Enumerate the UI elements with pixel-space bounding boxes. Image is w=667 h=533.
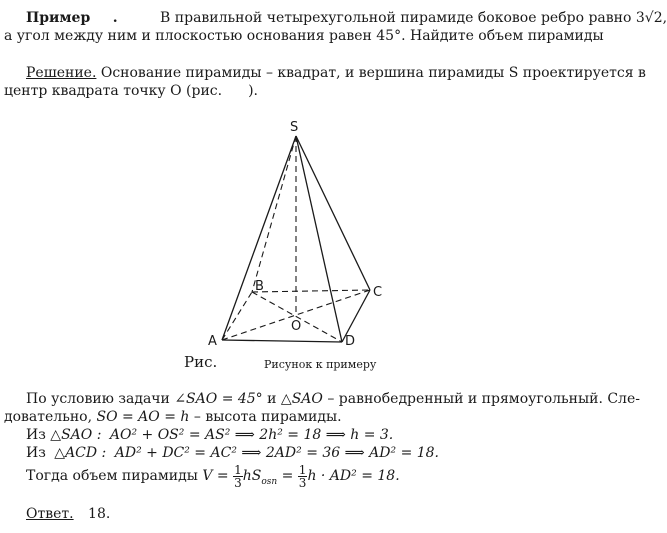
edge-SA: [222, 136, 296, 340]
body-line-1: По условию задачи ∠SAO = 45° и △SAO – равнобедренный и прямоугольный. Сле-: [26, 391, 640, 407]
answer-label: Ответ.: [26, 506, 74, 522]
body-line-5: Тогда объем пирамиды V = $\frac{1}{3}$ $hS_{osn}$ = $\frac{1}{3}$ h · AD² = 18.: [26, 462, 400, 490]
example-dot: .: [112, 10, 118, 26]
equation-AD: AD² + DC² = AC² ⟹ 2AD² = 36 ⟹ AD² = 18.: [114, 445, 440, 461]
point-label-B: B: [255, 279, 264, 294]
point-label-S: S: [290, 120, 299, 135]
body-line-4: Из △ACD : AD² + DC² = AC² ⟹ 2AD² = 36 ⟹ AD² = 18.: [26, 445, 440, 461]
point-label-O: O: [291, 319, 302, 334]
edge-BC: [252, 290, 370, 292]
fraction-one-third-2: $\frac{1}{3}$: [298, 462, 307, 490]
solution-label: Решение.: [26, 65, 97, 81]
edge-SD: [296, 136, 342, 342]
diagonal-BD: [252, 292, 342, 342]
figure-label: Рис.: [184, 353, 218, 371]
example-label: Пример: [26, 10, 91, 26]
body-line-2: довательно, SO = AO = h – высота пирамиды.: [4, 409, 342, 425]
solution-text-2: центр квадрата точку O (рис.: [4, 83, 223, 99]
triangle-SAO: △SAO: [280, 391, 323, 407]
point-label-A: A: [208, 334, 217, 349]
answer-value: 18.: [88, 506, 111, 522]
equation-h: AO² + OS² = AS² ⟹ 2h² = 18 ⟹ h = 3.: [109, 427, 394, 443]
fraction-one-third: $\frac{1}{3}$: [234, 462, 242, 490]
body-line-3: Из △SAO : AO² + OS² = AS² ⟹ 2h² = 18 ⟹ h = 3.: [26, 427, 394, 443]
solution-text-2-end: ).: [248, 83, 258, 99]
edge-AD: [222, 340, 342, 342]
example-text-1: В правильной четырехугольной пирамиде боковое ребро равно 3√2,: [160, 10, 667, 26]
answer-line: [26, 505, 110, 523]
point-label-C: C: [373, 285, 383, 300]
angle-expression: ∠SAO = 45°: [174, 391, 263, 407]
point-label-D: D: [345, 334, 356, 349]
example-text-2: а угол между ним и плоскостью основания равен 45°. Найдите объем пирамиды: [4, 28, 604, 44]
edge-SB: [252, 136, 296, 292]
height-expression: SO = AO = h: [96, 409, 190, 425]
volume-result: h · AD² = 18.: [307, 468, 400, 484]
figure-caption: Рисунок к примеру: [264, 358, 377, 371]
volume-formula: V =: [202, 468, 229, 484]
solution-text-1: Основание пирамиды – квадрат, и вершина пирамиды S проектируется в: [96, 65, 646, 81]
edge-SC: [296, 136, 370, 290]
